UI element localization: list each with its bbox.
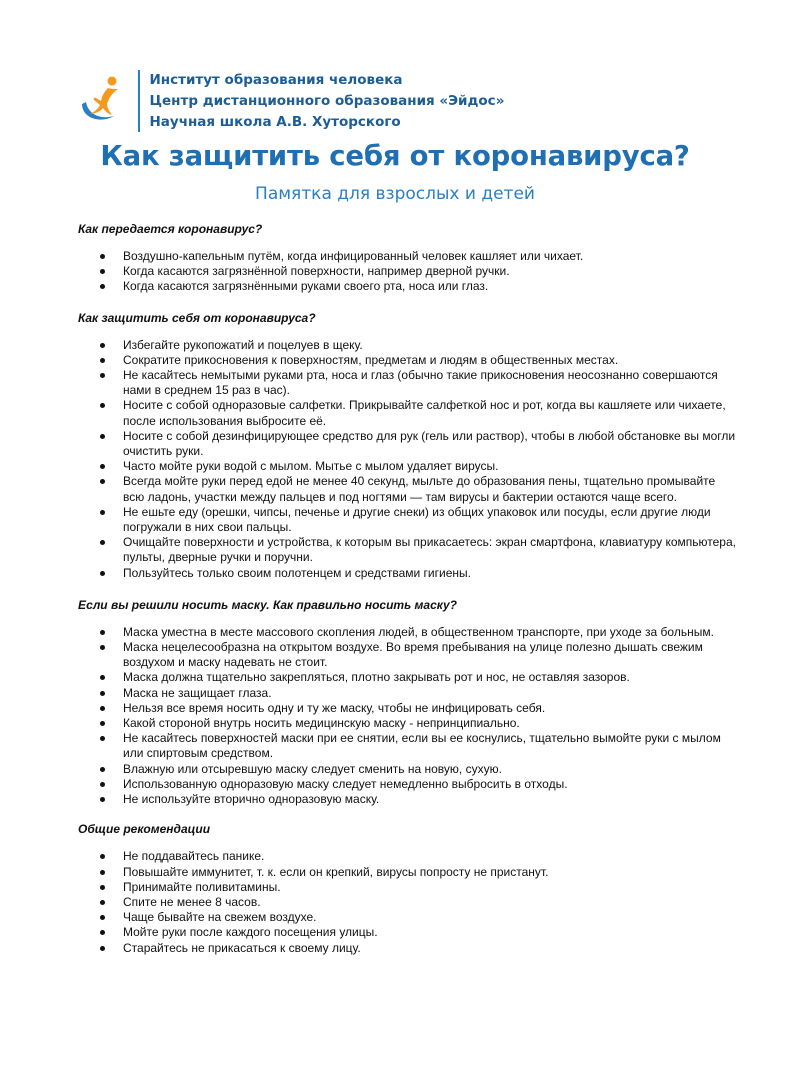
list-item	[78, 792, 738, 807]
bullet-icon	[100, 645, 105, 650]
bullet-icon	[100, 403, 105, 408]
bullet-icon	[100, 254, 105, 259]
bullet-icon	[100, 797, 105, 802]
section-mask	[78, 597, 738, 807]
list-item-text: Маска уместна в месте массового скопления людей, в общественном транспорте, при уходе за больным.	[123, 624, 714, 639]
content	[78, 221, 738, 972]
list-item	[78, 865, 738, 880]
list-item-text: Какой стороной внутрь носить медицинскую маску - непринципиально.	[123, 716, 520, 731]
list-item	[78, 264, 738, 279]
bullet-icon	[100, 706, 105, 711]
bullet-icon	[100, 464, 105, 469]
section-heading: Общие рекомендации	[78, 822, 211, 837]
list-item	[78, 670, 738, 685]
bullet-icon	[100, 946, 105, 951]
list-item	[78, 459, 738, 474]
bullet-icon	[100, 510, 105, 515]
bullet-list	[78, 625, 738, 807]
list-item-text: Чаще бывайте на свежем воздухе.	[123, 910, 317, 925]
bullet-icon	[100, 540, 105, 545]
bullet-icon	[100, 782, 105, 787]
list-item-text: Часто мойте руки водой с мылом. Мытье с мылом удаляет вирусы.	[123, 459, 499, 474]
list-item	[78, 474, 738, 504]
list-item-text: Использованную одноразовую маску следует немедленно выбросить в отходы.	[123, 776, 568, 791]
list-item-text: Всегда мойте руки перед едой не менее 40 секунд, мыльте до образования пены, тщательно промывайте всю ладонь, участки между пальцев и под ногтями — там вирусы и бактерии остаются чаще всего.	[123, 474, 716, 504]
list-item-text: Не ешьте еду (орешки, чипсы, печенье и другие снеки) из общих упаковок или посуды, если другие люди погружали в них свои пальцы.	[123, 504, 711, 535]
section-heading: Как защитить себя от коронавируса?	[78, 310, 316, 325]
logo-divider	[138, 70, 140, 132]
bullet-icon	[100, 358, 105, 363]
list-item-text: Когда касаются загрязнёнными руками своего рта, носа или глаз.	[123, 279, 489, 294]
bullet-icon	[100, 269, 105, 274]
list-item	[78, 625, 738, 640]
list-item-text: Носите с собой одноразовые салфетки. Прикрывайте салфеткой нос и рот, когда вы кашляете или чихаете, после использования выбросите её.	[123, 398, 726, 428]
bullet-icon	[100, 343, 105, 348]
eidos-figure-logo-icon	[78, 74, 128, 124]
list-item-text: Не поддавайтесь панике.	[123, 849, 265, 864]
list-item	[78, 762, 738, 777]
list-item	[78, 398, 738, 428]
bullet-icon	[100, 900, 105, 905]
bullet-icon	[100, 675, 105, 680]
section-heading: Как передается коронавирус?	[78, 222, 263, 236]
bullet-icon	[100, 434, 105, 439]
bullet-icon	[100, 479, 105, 484]
header	[78, 70, 504, 132]
section-transmission	[78, 221, 738, 295]
bullet-icon	[100, 885, 105, 890]
list-item	[78, 731, 738, 761]
list-item-text: Сократите прикосновения к поверхностям, предметам и людям в общественных местах.	[123, 352, 619, 367]
bullet-icon	[100, 767, 105, 772]
list-item	[78, 701, 738, 716]
list-item	[78, 880, 738, 895]
bullet-icon	[100, 691, 105, 696]
list-item-text: Старайтесь не прикасаться к своему лицу.	[123, 940, 361, 955]
list-item	[78, 566, 738, 581]
list-item-text: Повышайте иммунитет, т. к. если он крепкий, вирусы попросту не пристанут.	[123, 864, 549, 879]
list-item-text: Носите с собой дезинфицирующее средство для рук (гель или раствор), чтобы в любой обстановке вы могли очистить руки.	[123, 428, 736, 459]
section-protection	[78, 310, 738, 581]
list-item	[78, 535, 738, 565]
list-item-text: Принимайте поливитамины.	[123, 879, 281, 894]
list-item	[78, 429, 738, 459]
bullet-icon	[100, 373, 105, 378]
list-item-text: Избегайте рукопожатий и поцелуев в щеку.	[123, 337, 363, 352]
list-item-text: Не касайтесь поверхностей маски при ее снятии, если вы ее коснулись, тщательно вымойте руки с мылом или спиртовым средством.	[123, 731, 721, 761]
list-item	[78, 505, 738, 535]
bullet-icon	[100, 915, 105, 920]
list-item	[78, 338, 738, 353]
list-item-text: Нельзя все время носить одну и ту же маску, чтобы не инфицировать себя.	[123, 700, 546, 715]
list-item	[78, 895, 738, 910]
bullet-list	[78, 338, 738, 581]
list-item	[78, 368, 738, 398]
list-item-text: Маска нецелесообразна на открытом воздухе. Во время пребывания на улице полезно дышать свежим воздухом и маску надевать не стоит.	[123, 640, 703, 670]
section-general	[78, 821, 738, 955]
bullet-icon	[100, 854, 105, 859]
list-item-text: Пользуйтесь только своим полотенцем и средствами гигиены.	[123, 565, 471, 580]
list-item	[78, 249, 738, 264]
organization-names	[150, 70, 505, 132]
bullet-icon	[100, 571, 105, 576]
bullet-list	[78, 849, 738, 955]
bullet-list	[78, 249, 738, 295]
list-item-text: Мойте руки после каждого посещения улицы.	[123, 925, 378, 940]
list-item-text: Не используйте вторично одноразовую маску.	[123, 792, 380, 807]
list-item	[78, 279, 738, 294]
list-item	[78, 849, 738, 864]
bullet-icon	[100, 736, 105, 741]
list-item	[78, 777, 738, 792]
list-item-text: Спите не менее 8 часов.	[123, 894, 261, 909]
list-item	[78, 353, 738, 368]
list-item	[78, 640, 738, 670]
list-item-text: Очищайте поверхности и устройства, к которым вы прикасаетесь: экран смартфона, клавиатуру компьютера, пульты, дверные ручки и поручни.	[123, 535, 736, 565]
page-title: Как защитить себя от коронавируса?	[100, 140, 690, 172]
list-item-text: Влажную или отсыревшую маску следует сменить на новую, сухую.	[123, 761, 502, 776]
list-item-text: Маска должна тщательно закрепляться, плотно закрывать рот и нос, не оставляя зазоров.	[123, 670, 630, 685]
org-line-center: Центр дистанционного образования «Эйдос»	[149, 93, 505, 109]
list-item-text: Воздушно-капельным путём, когда инфицированный человек кашляет или чихает.	[123, 249, 584, 263]
org-line-school: Научная школа А.В. Хуторского	[149, 114, 401, 130]
page-subtitle: Памятка для взрослых и детей	[255, 184, 535, 204]
bullet-icon	[100, 870, 105, 875]
list-item-text: Не касайтесь немытыми руками рта, носа и глаз (обычно такие прикосновения неосознанно совершаются нами в среднем 15 раз в час).	[123, 368, 718, 398]
org-line-institute: Институт образования человека	[149, 72, 403, 88]
list-item	[78, 925, 738, 940]
bullet-icon	[100, 721, 105, 726]
section-heading: Если вы решили носить маску. Как правильно носить маску?	[78, 597, 458, 612]
list-item	[78, 686, 738, 701]
bullet-icon	[100, 284, 105, 289]
list-item	[78, 910, 738, 925]
list-item	[78, 716, 738, 731]
list-item-text: Маска не защищает глаза.	[123, 685, 272, 700]
list-item-text: Когда касаются загрязнённой поверхности, например дверной ручки.	[123, 264, 510, 279]
bullet-icon	[100, 930, 105, 935]
list-item	[78, 941, 738, 956]
bullet-icon	[100, 630, 105, 635]
